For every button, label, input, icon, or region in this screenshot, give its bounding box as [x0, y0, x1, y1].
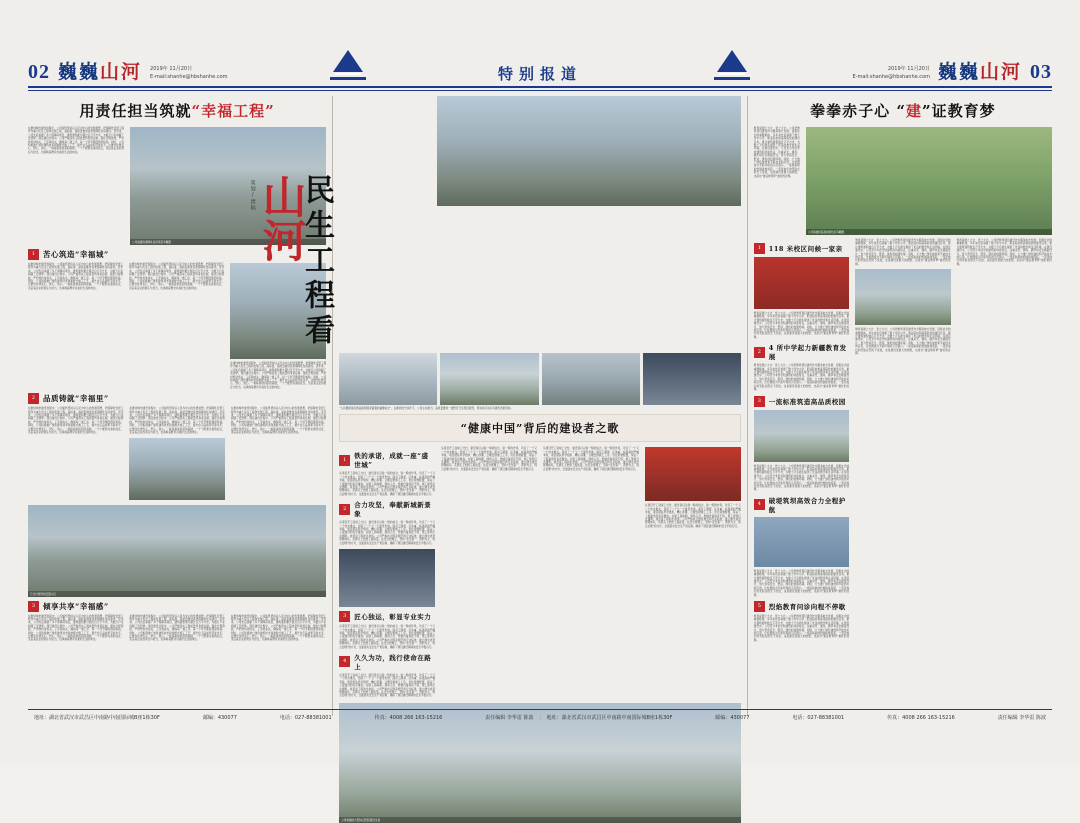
left-body-1: 在推进城市建设进程中，公司始终坚持以人民为中心的发展思想，把保障性安居工程作为重大民生工程和发展工程，高标准、高质量推进各类保障性住房建设。近年来，公司先后承建了多个保障房项目，建筑面积累计超过百万平方米，为数万户家庭圆了安居梦。项目建设过程中，公司严格落实工程质量终身责任制，强化过程管控，严把材料进场关、工序验收关，确保每一道工序、每一个环节都经得起检验。同时，公司积极推广绿色建筑技术和装配式施工工艺，提升住宅品质和节能水平，让群众住得安心、舒心、放心。一栋栋拔地而起的高楼，一个个配套完善的社区，见证着企业的责任与担当，也承载着群众对美好生活的向往。	[28, 263, 124, 290]
section-title-text: 久久为功，践行使命在路上	[354, 653, 432, 671]
mid-body-3: 从项目开工到竣工交付，建设者们以铁一般的信念、铁一般的作风，攻克了一个又一个技术难关，创造了一个又一个建设奇迹。面对工期紧、任务重、标准高的严峻考验，项目团队科学组织、精心部署，合理安排施工工序，优化资源配置，保证了工程建设的有序推进。在施工高峰期，现场人员、机械设备昼夜不停，施工现场灯火通明。质量是工程的生命线。公司严格执行国家规范和行业标准，建立健全质量管理体系，从源头上把控工程质量。在安全管理上，坚持“安全第一、预防为主、综合治理”的方针，全面落实安全生产责任制，确保了项目建设期间的安全平稳运行。	[339, 625, 436, 649]
right-section-3	[754, 396, 849, 407]
footer-phone-right: 电话：027-88381001	[792, 715, 845, 721]
right-section-5	[754, 601, 849, 612]
footer-address-left: 地址：湖北省武汉市武昌区中南路中南国际城B座1栋30F	[34, 715, 160, 721]
mid-body-4: 从项目开工到竣工交付，建设者们以铁一般的信念、铁一般的作风，攻克了一个又一个技术难关，创造了一个又一个建设奇迹。面对工期紧、任务重、标准高的严峻考验，项目团队科学组织、精心部署，合理安排施工工序，优化资源配置，保证了工程建设的有序推进。在施工高峰期，现场人员、机械设备昼夜不停，施工现场灯火通明。质量是工程的生命线。公司严格执行国家规范和行业标准，建立健全质量管理体系，从源头上把控工程质量。在安全管理上，坚持“安全第一、预防为主、综合治理”的方针，全面落实安全生产责任制，确保了项目建设期间的安全平稳运行。	[339, 673, 436, 698]
footer-fax-right: 传真：4008 266 163-15216	[887, 715, 955, 721]
left-body-4: 在推进城市建设进程中，公司始终坚持以人民为中心的发展思想，把保障性安居工程作为重大民生工程和发展工程，高标准、高质量推进各类保障性住房建设。近年来，公司先后承建了多个保障房项目，建筑面积累计超过百万平方米，为数万户家庭圆了安居梦。项目建设过程中，公司严格落实工程质量终身责任制，强化过程管控，严把材料进场关、工序验收关，确保每一道工序、每一个环节都经得起检验。同时，公司积极推广绿色建筑技术和装配式施工工艺，提升住宅品质和节能水平，让群众住得安心、舒心、放心。一栋栋拔地而起的高楼，一个个配套完善的社区，见证着企业的责任与担当，也承载着群众对美好生活的向往。	[28, 407, 124, 435]
footer-fax-left: 传真：4008 266 163-15216	[374, 715, 443, 721]
section-title-text: 118 米校区问候一家亲	[768, 245, 843, 253]
section-number-badge: 1	[339, 455, 350, 466]
issue-email-right: E-mail:shanhe@hbshanhe.com	[852, 73, 930, 80]
page-footer	[28, 709, 1052, 735]
section-title-text: 一流标准筑造高品质校园	[768, 397, 846, 406]
right-section-2	[754, 343, 849, 361]
section-number-badge: 3	[339, 611, 350, 622]
sports-field-photo	[754, 517, 849, 567]
left-body-3: 在推进城市建设进程中，公司始终坚持以人民为中心的发展思想，把保障性安居工程作为重大民生工程和发展工程，高标准、高质量推进各类保障性住房建设。近年来，公司先后承建了多个保障房项目，建筑面积累计超过百万平方米，为数万户家庭圆了安居梦。项目建设过程中，公司严格落实工程质量终身责任制，强化过程管控，严把材料进场关、工序验收关，确保每一道工序、每一个环节都经得起检验。同时，公司积极推广绿色建筑技术和装配式施工工艺，提升住宅品质和节能水平，让群众住得安心、舒心、放心。一栋栋拔地而起的高楼，一个个配套完善的社区，见证着企业的责任与担当，也承载着群众对美好生活的向往。	[230, 362, 327, 389]
left-lead-text: 在推进城市建设进程中，公司始终坚持以人民为中心的发展思想，把保障性安居工程作为重大民生工程和发展工程，高标准、高质量推进各类保障性住房建设。近年来，公司先后承建了多个保障房项目，建筑面积累计超过百万平方米，为数万户家庭圆了安居梦。项目建设过程中，公司严格落实工程质量终身责任制，强化过程管控，严把材料进场关、工序验收关，确保每一道工序、每一个环节都经得起检验。同时，公司积极推广绿色建筑技术和装配式施工工艺，提升住宅品质和节能水平，让群众住得安心、舒心、放心。一栋栋拔地而起的高楼，一个个配套完善的社区，见证着企业的责任与担当，也承载着群众对美好生活的向往。	[28, 127, 124, 154]
left-body-8: 在推进城市建设进程中，公司始终坚持以人民为中心的发展思想，把保障性安居工程作为重大民生工程和发展工程，高标准、高质量推进各类保障性住房建设。近年来，公司先后承建了多个保障房项目，建筑面积累计超过百万平方米，为数万户家庭圆了安居梦。项目建设过程中，公司严格落实工程质量终身责任制，强化过程管控，严把材料进场关、工序验收关，确保每一道工序、每一个环节都经得起检验。同时，公司积极推广绿色建筑技术和装配式施工工艺，提升住宅品质和节能水平，让群众住得安心、舒心、放心。一栋栋拔地而起的高楼，一个个配套完善的社区，见证着企业的责任与担当，也承载着群众对美好生活的向往。	[129, 614, 225, 642]
masthead-right	[752, 57, 1052, 84]
section-title: 特别报道	[497, 65, 582, 83]
footer-editor-left: 责任编辑 李华雷 陈波	[485, 715, 534, 721]
headline-quote: 建	[906, 102, 923, 120]
right-body-5: 教育是国之大计、党之大计。公司把教育项目建设作为服务地方发展、回报社会的重要载体，多年来先后承建了数十所中小学、职业院校和高等院校的建设任务，累计建筑面积数百万平方米，为数十万名师生提供了优良的教学和生活环境。在项目建设中，公司充分考虑学校建筑的功能特点，注重采光、通风、隔声和安全疏散设计，努力营造安全、舒适、绿色的校园环境。同时，大力推广绿色建材和节能技术的应用，让校园成为节能环保的示范窗口。一座座崭新的校园拔地而起，一张张灿烂的笑脸在阳光下绽放，这是建设者最大的欣慰，也是对“建证教育梦”最好的诠释。	[753, 615, 850, 642]
column-divider-2	[747, 96, 748, 716]
left-section-2	[28, 393, 326, 404]
right-body-8: 教育是国之大计、党之大计。公司把教育项目建设作为服务地方发展、回报社会的重要载体，多年来先后承建了数十所中小学、职业院校和高等院校的建设任务，累计建筑面积数百万平方米，为数十万名师生提供了优良的教学和生活环境。在项目建设中，公司充分考虑学校建筑的功能特点，注重采光、通风、隔声和安全疏散设计，努力营造安全、舒适、绿色的校园环境。同时，大力推广绿色建材和节能技术的应用，让校园成为节能环保的示范窗口。一座座崭新的校园拔地而起，一张张灿烂的笑脸在阳光下绽放，这是建设者最大的欣慰，也是对“建证教育梦”最好的诠释。	[956, 239, 1053, 266]
footer-left	[28, 714, 540, 721]
footer-right	[541, 714, 1053, 721]
photo-caption: 公司承建的保障性住房项目鸟瞰图	[130, 239, 326, 245]
issue-date-right: 2019年 11月20日	[887, 66, 930, 72]
library-photo	[855, 269, 950, 325]
page-number-left: 02	[28, 61, 50, 83]
publication-logo-left: 巍巍山河	[58, 61, 143, 83]
left-section-3	[28, 601, 326, 612]
right-body-2: 教育是国之大计、党之大计。公司把教育项目建设作为服务地方发展、回报社会的重要载体，多年来先后承建了数十所中小学、职业院校和高等院校的建设任务，累计建筑面积数百万平方米，为数十万名师生提供了优良的教学和生活环境。在项目建设中，公司充分考虑学校建筑的功能特点，注重采光、通风、隔声和安全疏散设计，努力营造安全、舒适、绿色的校园环境。同时，大力推广绿色建材和节能技术的应用，让校园成为节能环保的示范窗口。一座座崭新的校园拔地而起，一张张灿烂的笑脸在阳光下绽放，这是建设者最大的欣慰，也是对“建证教育梦”最好的诠释。	[753, 364, 850, 392]
section-number-badge: 4	[754, 499, 765, 510]
section-number-badge: 2	[28, 393, 39, 404]
masthead-center	[328, 50, 752, 84]
footer-phone-left: 电话：027-88381001	[279, 715, 332, 721]
thumbnail-strip-caption: “人民健康是民族昌盛和国家富强的重要标志”，在新的历史条件下，公司主动担当，高质量推进一批医疗卫生项目建设，用实际行动书写建设者的答卷。	[339, 407, 514, 410]
hospital-night-photo	[643, 353, 741, 405]
ceremony-group-photo	[645, 447, 741, 501]
left-body-7: 在推进城市建设进程中，公司始终坚持以人民为中心的发展思想，把保障性安居工程作为重大民生工程和发展工程，高标准、高质量推进各类保障性住房建设。近年来，公司先后承建了多个保障房项目，建筑面积累计超过百万平方米，为数万户家庭圆了安居梦。项目建设过程中，公司严格落实工程质量终身责任制，强化过程管控，严把材料进场关、工序验收关，确保每一道工序、每一个环节都经得起检验。同时，公司积极推广绿色建筑技术和装配式施工工艺，提升住宅品质和节能水平，让群众住得安心、舒心、放心。一栋栋拔地而起的高楼，一个个配套完善的社区，见证着企业的责任与担当，也承载着群众对美好生活的向往。	[28, 614, 124, 642]
thumbnail-strip	[339, 353, 741, 405]
lab-interior-photo	[339, 353, 437, 405]
housing-block-photo	[129, 438, 224, 500]
vertical-title-red: 山河	[254, 174, 306, 262]
footer-address-right: 地址：湖北省武汉市武昌区中南路中南国际城B座1栋30F	[546, 715, 673, 721]
section-number-badge: 1	[754, 243, 765, 254]
right-lead-text: 教育是国之大计、党之大计。公司把教育项目建设作为服务地方发展、回报社会的重要载体，多年来先后承建了数十所中小学、职业院校和高等院校的建设任务，累计建筑面积数百万平方米，为数十万名师生提供了优良的教学和生活环境。在项目建设中，公司充分考虑学校建筑的功能特点，注重采光、通风、隔声和安全疏散设计，努力营造安全、舒适、绿色的校园环境。同时，大力推广绿色建材和节能技术的应用，让校园成为节能环保的示范窗口。一座座崭新的校园拔地而起，一张张灿烂的笑脸在阳光下绽放，这是建设者最大的欣慰，也是对“建证教育梦”最好的诠释。	[753, 127, 800, 178]
right-section-1	[754, 243, 849, 254]
campus-aerial-photo	[806, 127, 1052, 235]
feature-banner	[339, 414, 741, 442]
vertical-title: 民生工程看	[298, 174, 334, 349]
masthead-left	[28, 57, 328, 84]
photo-caption: 公司承建的大型综合医院项目全景	[339, 817, 741, 823]
section-number-badge: 4	[339, 656, 350, 667]
mid-body-2: 从项目开工到竣工交付，建设者们以铁一般的信念、铁一般的作风，攻克了一个又一个技术难关，创造了一个又一个建设奇迹。面对工期紧、任务重、标准高的严峻考验，项目团队科学组织、精心部署，合理安排施工工序，优化资源配置，保证了工程建设的有序推进。在施工高峰期，现场人员、机械设备昼夜不停，施工现场灯火通明。质量是工程的生命线。公司严格执行国家规范和行业标准，建立健全质量管理体系，从源头上把控工程质量。在安全管理上，坚持“安全第一、预防为主、综合治理”的方针，全面落实安全生产责任制，确保了项目建设期间的安全平稳运行。	[339, 521, 436, 545]
left-body-9: 在推进城市建设进程中，公司始终坚持以人民为中心的发展思想，把保障性安居工程作为重大民生工程和发展工程，高标准、高质量推进各类保障性住房建设。近年来，公司先后承建了多个保障房项目，建筑面积累计超过百万平方米，为数万户家庭圆了安居梦。项目建设过程中，公司严格落实工程质量终身责任制，强化过程管控，严把材料进场关、工序验收关，确保每一道工序、每一个环节都经得起检验。同时，公司积极推广绿色建筑技术和装配式施工工艺，提升住宅品质和节能水平，让群众住得安心、舒心、放心。一栋栋拔地而起的高楼，一个个配套完善的社区，见证着企业的责任与担当，也承载着群众对美好生活的向往。	[230, 614, 327, 642]
right-body-1: 教育是国之大计、党之大计。公司把教育项目建设作为服务地方发展、回报社会的重要载体，多年来先后承建了数十所中小学、职业院校和高等院校的建设任务，累计建筑面积数百万平方米，为数十万名师生提供了优良的教学和生活环境。在项目建设中，公司充分考虑学校建筑的功能特点，注重采光、通风、隔声和安全疏散设计，努力营造安全、舒适、绿色的校园环境。同时，大力推广绿色建材和节能技术的应用，让校园成为节能环保的示范窗口。一座座崭新的校园拔地而起，一张张灿烂的笑脸在阳光下绽放，这是建设者最大的欣慰，也是对“建证教育梦”最好的诠释。	[753, 312, 850, 339]
hospital-entrance-photo	[542, 353, 640, 405]
footer-postcode-right: 邮编：430077	[715, 715, 750, 721]
issue-date-left: 2019年 11月20日	[150, 66, 193, 72]
mid-body-1: 从项目开工到竣工交付，建设者们以铁一般的信念、铁一般的作风，攻克了一个又一个技术难关，创造了一个又一个建设奇迹。面对工期紧、任务重、标准高的严峻考验，项目团队科学组织、精心部署，合理安排施工工序，优化资源配置，保证了工程建设的有序推进。在施工高峰期，现场人员、机械设备昼夜不停，施工现场灯火通明。质量是工程的生命线。公司严格执行国家规范和行业标准，建立健全质量管理体系，从源头上把控工程质量。在安全管理上，坚持“安全第一、预防为主、综合治理”的方针，全面落实安全生产责任制，确保了项目建设期间的安全平稳运行。	[339, 472, 436, 496]
right-section-4	[754, 496, 849, 514]
completed-community-photo	[28, 505, 326, 597]
mid-body-6: 从项目开工到竣工交付，建设者们以铁一般的信念、铁一般的作风，攻克了一个又一个技术难关，创造了一个又一个建设奇迹。面对工期紧、任务重、标准高的严峻考验，项目团队科学组织、精心部署，合理安排施工工序，优化资源配置，保证了工程建设的有序推进。在施工高峰期，现场人员、机械设备昼夜不停，施工现场灯火通明。质量是工程的生命线。公司严格执行国家规范和行业标准，建立健全质量管理体系，从源头上把控工程质量。在安全管理上，坚持“安全第一、预防为主、综合治理”的方针，全面落实安全生产责任制，确保了项目建设期间的安全平稳运行。	[543, 447, 639, 471]
section-title-text: 苦心筑造“幸福城”	[43, 250, 109, 259]
photo-caption: 已交付使用的安置小区	[28, 591, 326, 597]
right-headline: 拳拳赤子心 “建”证教育梦	[810, 102, 996, 120]
section-number-badge: 2	[339, 504, 350, 515]
section-title-text: 烈焰教育问诊向程不停歇	[768, 603, 846, 611]
classroom-photo	[754, 257, 849, 309]
masthead-rule	[28, 86, 1052, 88]
page-number-right: 03	[1030, 61, 1052, 83]
publication-logo-right: 巍巍山河	[937, 61, 1022, 83]
company-triangle-logo-right	[712, 50, 752, 84]
mid-body-7: 从项目开工到竣工交付，建设者们以铁一般的信念、铁一般的作风，攻克了一个又一个技术难关，创造了一个又一个建设奇迹。面对工期紧、任务重、标准高的严峻考验，项目团队科学组织、精心部署，合理安排施工工序，优化资源配置，保证了工程建设的有序推进。在施工高峰期，现场人员、机械设备昼夜不停，施工现场灯火通明。质量是工程的生命线。公司严格执行国家规范和行业标准，建立健全质量管理体系，从源头上把控工程质量。在安全管理上，坚持“安全第一、预防为主、综合治理”的方针，全面落实安全生产责任制，确保了项目建设期间的安全平稳运行。	[644, 504, 741, 528]
section-number-badge: 5	[754, 601, 765, 612]
left-body-2: 在推进城市建设进程中，公司始终坚持以人民为中心的发展思想，把保障性安居工程作为重大民生工程和发展工程，高标准、高质量推进各类保障性住房建设。近年来，公司先后承建了多个保障房项目，建筑面积累计超过百万平方米，为数万户家庭圆了安居梦。项目建设过程中，公司严格落实工程质量终身责任制，强化过程管控，严把材料进场关、工序验收关，确保每一道工序、每一个环节都经得起检验。同时，公司积极推广绿色建筑技术和装配式施工工艺，提升住宅品质和节能水平，让群众住得安心、舒心、放心。一栋栋拔地而起的高楼，一个个配套完善的社区，见证着企业的责任与担当，也承载着群众对美好生活的向往。	[129, 263, 225, 290]
section-number-badge: 3	[28, 601, 39, 612]
photo-caption: 公司承建的某高校新校区鸟瞰图	[806, 229, 1052, 235]
hospital-night-render-photo	[339, 549, 435, 607]
section-title-text: 倾享共享“幸福感”	[43, 601, 109, 611]
banner-title: “健康中国”背后的建设者之歌	[460, 422, 620, 436]
masthead-meta-left	[150, 66, 227, 84]
mid-section-4	[339, 653, 435, 671]
footer-rule	[28, 709, 1052, 710]
right-body-7: 教育是国之大计、党之大计。公司把教育项目建设作为服务地方发展、回报社会的重要载体，多年来先后承建了数十所中小学、职业院校和高等院校的建设任务，累计建筑面积数百万平方米，为数十万名师生提供了优良的教学和生活环境。在项目建设中，公司充分考虑学校建筑的功能特点，注重采光、通风、隔声和安全疏散设计，努力营造安全、舒适、绿色的校园环境。同时，大力推广绿色建材和节能技术的应用，让校园成为节能环保的示范窗口。一座座崭新的校园拔地而起，一张张灿烂的笑脸在阳光下绽放，这是建设者最大的欣慰，也是对“建证教育梦”最好的诠释。	[855, 328, 951, 356]
section-title-text: 铁的承诺，成就一座“盛世城”	[354, 452, 429, 470]
mid-section-2	[339, 500, 435, 518]
vertical-title-block	[249, 96, 431, 349]
section-title-text: 4 所中学起力新疆教育发展	[768, 344, 847, 362]
section-number-badge: 2	[754, 347, 765, 358]
office-building-photo	[437, 96, 741, 206]
left-headline: 用责任担当筑就“幸福工程”	[79, 102, 275, 120]
company-triangle-logo-left	[328, 50, 368, 84]
hospital-exterior-photo	[440, 353, 538, 405]
section-title-text: 合力攻坚，奉献新城新景象	[354, 501, 432, 519]
footer-postcode-left: 邮编：430077	[202, 715, 237, 721]
school-building-photo	[754, 410, 849, 462]
footer-editor-right: 责任编辑 李华雷 陈波	[997, 715, 1046, 721]
right-body-4: 教育是国之大计、党之大计。公司把教育项目建设作为服务地方发展、回报社会的重要载体，多年来先后承建了数十所中小学、职业院校和高等院校的建设任务，累计建筑面积数百万平方米，为数十万名师生提供了优良的教学和生活环境。在项目建设中，公司充分考虑学校建筑的功能特点，注重采光、通风、隔声和安全疏散设计，努力营造安全、舒适、绿色的校园环境。同时，大力推广绿色建材和节能技术的应用，让校园成为节能环保的示范窗口。一座座崭新的校园拔地而起，一张张灿烂的笑脸在阳光下绽放，这是建设者最大的欣慰，也是对“建证教育梦”最好的诠释。	[753, 569, 850, 597]
right-body-3: 教育是国之大计、党之大计。公司把教育项目建设作为服务地方发展、回报社会的重要载体，多年来先后承建了数十所中小学、职业院校和高等院校的建设任务，累计建筑面积数百万平方米，为数十万名师生提供了优良的教学和生活环境。在项目建设中，公司充分考虑学校建筑的功能特点，注重采光、通风、隔声和安全疏散设计，努力营造安全、舒适、绿色的校园环境。同时，大力推广绿色建材和节能技术的应用，让校园成为节能环保的示范窗口。一座座崭新的校园拔地而起，一张张灿烂的笑脸在阳光下绽放，这是建设者最大的欣慰，也是对“建证教育梦”最好的诠释。	[753, 464, 850, 492]
mid-section-1	[339, 451, 435, 469]
masthead	[28, 38, 1052, 84]
left-body-5: 在推进城市建设进程中，公司始终坚持以人民为中心的发展思想，把保障性安居工程作为重大民生工程和发展工程，高标准、高质量推进各类保障性住房建设。近年来，公司先后承建了多个保障房项目，建筑面积累计超过百万平方米，为数万户家庭圆了安居梦。项目建设过程中，公司严格落实工程质量终身责任制，强化过程管控，严把材料进场关、工序验收关，确保每一道工序、每一个环节都经得起检验。同时，公司积极推广绿色建筑技术和装配式施工工艺，提升住宅品质和节能水平，让群众住得安心、舒心、放心。一栋栋拔地而起的高楼，一个个配套完善的社区，见证着企业的责任与担当，也承载着群众对美好生活的向往。	[129, 407, 225, 435]
right-article	[754, 96, 1052, 716]
masthead-rule-thin	[28, 90, 1052, 91]
section-title-text: 匠心独运，彰显专业实力	[354, 613, 432, 622]
left-body-6: 在推进城市建设进程中，公司始终坚持以人民为中心的发展思想，把保障性安居工程作为重大民生工程和发展工程，高标准、高质量推进各类保障性住房建设。近年来，公司先后承建了多个保障房项目，建筑面积累计超过百万平方米，为数万户家庭圆了安居梦。项目建设过程中，公司严格落实工程质量终身责任制，强化过程管控，严把材料进场关、工序验收关，确保每一道工序、每一个环节都经得起检验。同时，公司积极推广绿色建筑技术和装配式施工工艺，提升住宅品质和节能水平，让群众住得安心、舒心、放心。一栋栋拔地而起的高楼，一个个配套完善的社区，见证着企业的责任与担当，也承载着群众对美好生活的向往。	[230, 407, 327, 435]
byline-sub: 策划/撰稿	[249, 180, 256, 211]
right-body-6: 教育是国之大计、党之大计。公司把教育项目建设作为服务地方发展、回报社会的重要载体，多年来先后承建了数十所中小学、职业院校和高等院校的建设任务，累计建筑面积数百万平方米，为数十万名师生提供了优良的教学和生活环境。在项目建设中，公司充分考虑学校建筑的功能特点，注重采光、通风、隔声和安全疏散设计，努力营造安全、舒适、绿色的校园环境。同时，大力推广绿色建材和节能技术的应用，让校园成为节能环保的示范窗口。一座座崭新的校园拔地而起，一张张灿烂的笑脸在阳光下绽放，这是建设者最大的欣慰，也是对“建证教育梦”最好的诠释。	[855, 239, 951, 266]
section-title-text: 破堤筑坝高效合力全程护航	[768, 496, 846, 514]
section-title-text: 品质铸就“幸福里”	[43, 394, 109, 404]
section-number-badge: 3	[754, 396, 765, 407]
mid-section-3	[339, 611, 435, 622]
issue-email-left: E-mail:shanhe@hbshanhe.com	[150, 73, 228, 80]
mid-body-5: 从项目开工到竣工交付，建设者们以铁一般的信念、铁一般的作风，攻克了一个又一个技术难关，创造了一个又一个建设奇迹。面对工期紧、任务重、标准高的严峻考验，项目团队科学组织、精心部署，合理安排施工工序，优化资源配置，保证了工程建设的有序推进。在施工高峰期，现场人员、机械设备昼夜不停，施工现场灯火通明。质量是工程的生命线。公司严格执行国家规范和行业标准，建立健全质量管理体系，从源头上把控工程质量。在安全管理上，坚持“安全第一、预防为主、综合治理”的方针，全面落实安全生产责任制，确保了项目建设期间的安全平稳运行。	[441, 447, 538, 471]
section-number-badge: 1	[28, 249, 39, 260]
masthead-meta-right	[852, 66, 929, 84]
